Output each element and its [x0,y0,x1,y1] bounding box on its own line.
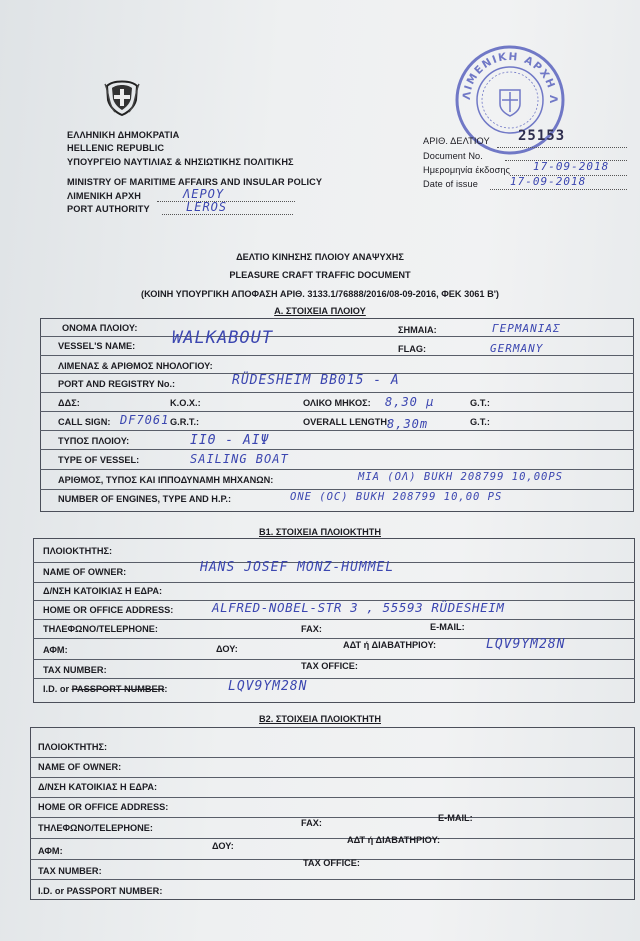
title-en: PLEASURE CRAFT TRAFFIC DOCUMENT [229,270,411,280]
section-b2-box [30,727,635,900]
title-decision: (ΚΟΙΝΗ ΥΠΟΥΡΓΙΚΗ ΑΠΟΦΑΣΗ ΑΡΙΘ. 3133.1/76888/2016/08-09-2016, ΦΕΚ 3061 Β') [141,289,499,299]
issue-date-en-label: Date of issue [423,179,478,189]
b2-id-gr-label: ΑΔΤ ή ΔΙΑΒΑΤΗΡΙΟΥ: [347,835,441,845]
das-label: ΔΔΣ: [58,398,80,408]
stamp-text: ΛΙΜΕΝΙΚΗ ΑΡΧΗ Λ [460,50,560,105]
header-line-1: ΕΛΛΗΝΙΚΗ ΔΗΜΟΚΡΑΤΙΑ [67,130,180,140]
doc-number-en-label: Document No. [423,151,483,161]
vessel-type-en-label: TYPE OF VESSEL: [58,455,140,465]
engines-en-label: NUMBER OF ENGINES, TYPE AND H.P.: [58,494,232,504]
port-authority-en-value: LEROS [186,200,228,214]
b1-doy-label: ΔΟΥ: [216,644,238,654]
port-authority-en-label: PORT AUTHORITY [67,204,150,214]
greek-coat-of-arms-icon [103,78,141,116]
call-sign-label: CALL SIGN: [58,417,111,427]
b1-id-en-prefix: I.D. or [43,684,72,694]
b2-address-gr-label: Δ/ΝΣΗ ΚΑΤΟΙΚΙΑΣ Η ΕΔΡΑ: [38,782,158,792]
total-length-value: 8,30 μ [385,395,435,409]
vessel-type-gr-value: ΙΙΘ - ΑΙΨ [190,433,270,448]
b1-id-en-label [43,684,167,694]
issue-date-gr-label: Ημερομηνία έκδοσης [423,165,511,175]
issue-date-en-value: 17-09-2018 [510,175,587,188]
b1-id-en-struck: PASSPORT NUMBER [71,684,165,694]
flag-en-label: FLAG: [398,344,427,354]
b2-afm-label: ΑΦΜ: [38,846,63,856]
b2-address-en-label: HOME OR OFFICE ADDRESS: [38,802,169,812]
header-line-3: ΥΠΟΥΡΓΕΙΟ ΝΑΥΤΙΛΙΑΣ & ΝΗΣΙΩΤΙΚΗΣ ΠΟΛΙΤΙΚΗΣ [67,157,294,167]
doc-number-value: 25153 [518,128,566,144]
engines-gr-label: ΑΡΙΘΜΟΣ, ΤΥΠΟΣ ΚΑΙ ΙΠΠΟΔΥΝΑΜΗ ΜΗΧΑΝΩΝ: [58,475,274,485]
call-sign-value: DF7061 [120,413,170,427]
vessel-name-value: WALKABOUT [172,328,274,348]
b2-owner-en-label: NAME OF OWNER: [38,762,122,772]
gt-label-2: G.T.: [470,417,490,427]
b1-tax-number-label: TAX NUMBER: [43,665,107,675]
b2-email-label: E-MAIL: [438,813,473,823]
kok-label: Κ.Ο.Χ.: [170,398,201,408]
port-authority-en-line [162,214,293,215]
port-authority-gr-value: ΛΕΡΟΥ [183,187,225,201]
doc-number-gr-label: ΑΡΙΘ. ΔΕΛΤΙΟΥ [423,136,490,146]
b1-address-en-label: HOME OR OFFICE ADDRESS: [43,605,174,615]
title-gr: ΔΕΛΤΙΟ ΚΙΝΗΣΗΣ ΠΛΟΙΟΥ ΑΝΑΨΥΧΗΣ [236,252,404,262]
port-authority-gr-label: ΛΙΜΕΝΙΚΗ ΑΡΧΗ [67,191,141,201]
b2-tax-office-label: TAX OFFICE: [303,858,360,868]
engines-en-value: ONE (OC) BUKH 208799 10,00 PS [290,491,503,503]
b1-address-value: ALFRED-NOBEL-STR 3 , 55593 RÜDESHEIM [212,600,505,615]
engines-gr-value: ΜΙΑ (ΟΛ) BUKH 208799 10,00PS [358,471,564,483]
flag-en-value: GERMANY [490,342,544,355]
b2-fax-label: FAX: [301,818,322,828]
grt-label: G.R.T.: [170,417,200,427]
vessel-name-en-label: VESSEL'S NAME: [58,341,136,351]
port-registry-en-label: PORT AND REGISTRY No.: [58,379,176,389]
b1-id-en-value: LQV9YM28N [228,679,308,694]
section-a-heading: Α. ΣΤΟΙΧΕΙΑ ΠΛΟΙΟΥ [274,306,366,316]
b1-address-gr-label: Δ/ΝΣΗ ΚΑΤΟΙΚΙΑΣ Η ΕΔΡΑ: [43,586,163,596]
doc-number-line [497,147,627,148]
gt-label-1: G.T.: [470,398,490,408]
vessel-type-gr-label: ΤΥΠΟΣ ΠΛΟΙΟΥ: [58,436,130,446]
b1-id-gr-label: ΑΔΤ ή ΔΙΑΒΑΤΗΡΙΟΥ: [343,640,437,650]
b2-id-en-label: I.D. or PASSPORT NUMBER: [38,886,163,896]
port-registry-value: RÜDESHEIM BB015 - A [232,373,400,388]
b1-owner-en-label: NAME OF OWNER: [43,567,127,577]
section-b2-heading: Β2. ΣΤΟΙΧΕΙΑ ΠΛΟΙΟΚΤΗΤΗ [259,714,381,724]
overall-length-value: 8,30m [387,417,429,431]
b2-tax-number-label: TAX NUMBER: [38,866,102,876]
b1-id-en-colon: : [164,684,168,694]
b1-owner-gr-label: ΠΛΟΙΟΚΤΗΤΗΣ: [43,546,113,556]
b1-id-gr-value: LQV9YM28N [486,637,566,652]
b2-owner-gr-label: ΠΛΟΙΟΚΤΗΤΗΣ: [38,742,108,752]
total-length-gr-label: ΟΛΙΚΟ ΜΗΚΟΣ: [303,398,371,408]
vessel-type-en-value: SAILING BOAT [190,452,289,466]
issue-date-gr-value: 17-09-2018 [533,160,610,173]
b1-phone-label: ΤΗΛΕΦΩΝΟ/TELEPHONE: [43,624,158,634]
overall-length-en-label: OVERALL LENGTH: [303,417,391,427]
header-line-4: MINISTRY OF MARITIME AFFAIRS AND INSULAR POLICY [67,177,323,187]
b1-email-label: E-MAIL: [430,622,465,632]
b2-phone-label: ΤΗΛΕΦΩΝΟ/TELEPHONE: [38,823,153,833]
section-b1-heading: Β1. ΣΤΟΙΧΕΙΑ ΠΛΟΙΟΚΤΗΤΗ [259,527,381,537]
issue-date-en-line [490,189,627,190]
b1-afm-label: ΑΦΜ: [43,645,68,655]
header-line-2: HELLENIC REPUBLIC [67,143,165,153]
b1-fax-label: FAX: [301,624,322,634]
vessel-name-gr-label: ΟΝΟΜΑ ΠΛΟΙΟΥ: [62,323,138,333]
flag-gr-value: ΓΕΡΜΑΝΙΑΣ [492,322,561,335]
port-registry-gr-label: ΛΙΜΕΝΑΣ & ΑΡΙΘΜΟΣ ΝΗΟΛΟΓΙΟΥ: [58,361,213,371]
b2-doy-label: ΔΟΥ: [212,841,234,851]
b1-owner-value: HANS JOSEF MONZ-HUMMEL [200,560,395,575]
b1-tax-office-label: TAX OFFICE: [301,661,358,671]
flag-gr-label: ΣΗΜΑΙΑ: [398,325,437,335]
